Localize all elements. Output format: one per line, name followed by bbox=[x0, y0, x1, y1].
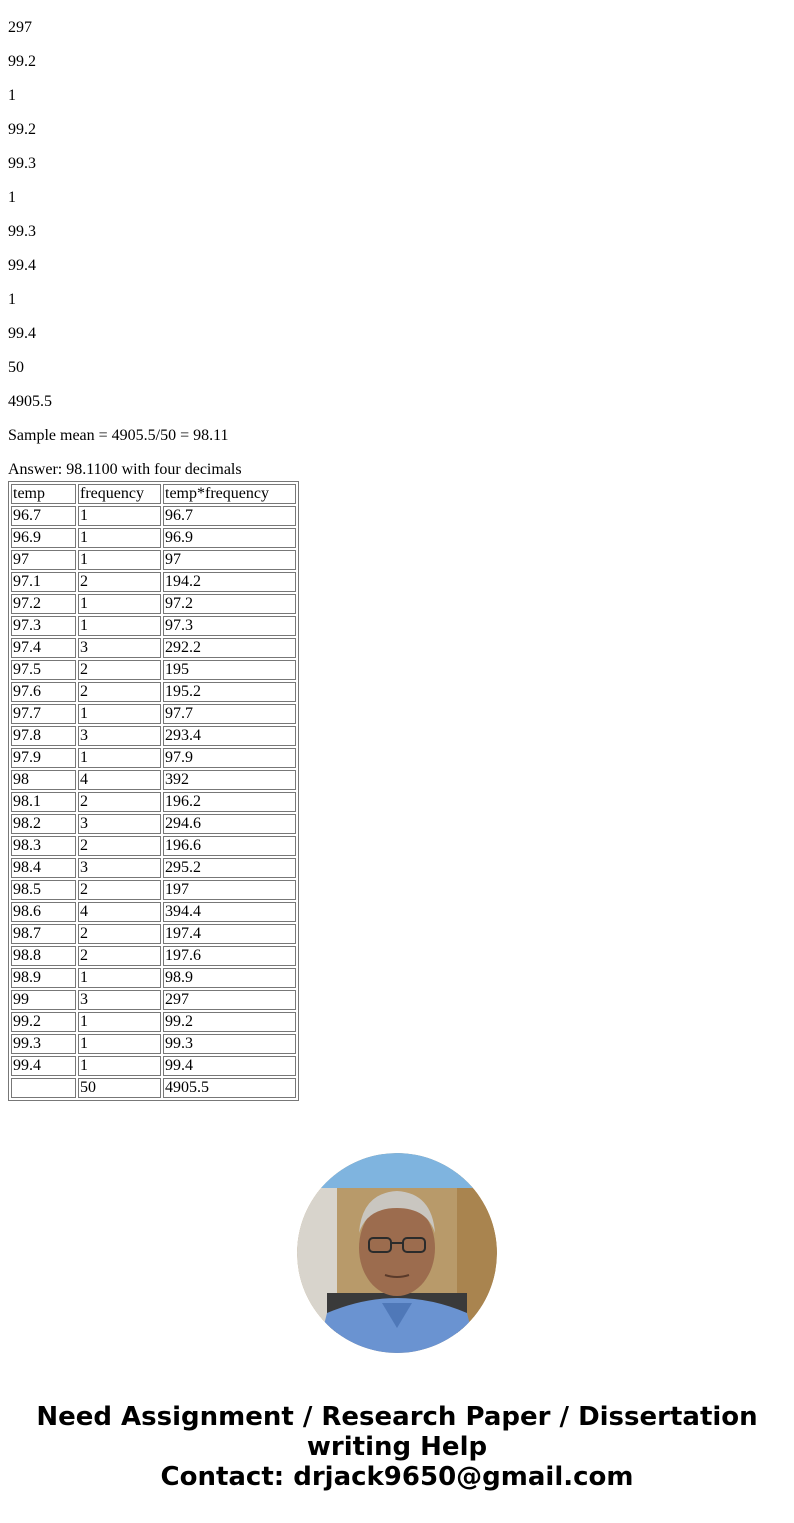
table-row bbox=[11, 528, 296, 548]
temp-frequency-cell: 98.9 bbox=[163, 968, 296, 988]
value-lines bbox=[8, 0, 786, 408]
frequency-cell: 3 bbox=[78, 638, 161, 658]
table-row bbox=[11, 946, 296, 966]
value-line: 1 bbox=[8, 189, 16, 206]
table-row bbox=[11, 572, 296, 592]
value-line: 4905.5 bbox=[8, 393, 52, 410]
temp-cell: 97.5 bbox=[11, 660, 76, 680]
table-row bbox=[11, 1078, 296, 1098]
table-row bbox=[11, 814, 296, 834]
author-photo bbox=[297, 1153, 497, 1353]
table-header-cell: temp bbox=[11, 484, 76, 504]
temp-cell: 97.6 bbox=[11, 682, 76, 702]
temp-cell: 99 bbox=[11, 990, 76, 1010]
table-row bbox=[11, 858, 296, 878]
frequency-cell: 3 bbox=[78, 726, 161, 746]
temp-frequency-cell: 197.4 bbox=[163, 924, 296, 944]
temp-frequency-cell: 197.6 bbox=[163, 946, 296, 966]
frequency-cell: 2 bbox=[78, 682, 161, 702]
temp-frequency-cell: 4905.5 bbox=[163, 1078, 296, 1098]
author-avatar bbox=[297, 1153, 497, 1353]
table-row bbox=[11, 660, 296, 680]
temp-cell: 98.2 bbox=[11, 814, 76, 834]
table-row bbox=[11, 770, 296, 790]
frequency-table bbox=[8, 481, 299, 1101]
temp-frequency-cell: 394.4 bbox=[163, 902, 296, 922]
temp-frequency-cell: 196.2 bbox=[163, 792, 296, 812]
temp-cell: 97.1 bbox=[11, 572, 76, 592]
temp-frequency-cell: 295.2 bbox=[163, 858, 296, 878]
temp-frequency-cell: 97.7 bbox=[163, 704, 296, 724]
value-line: 99.3 bbox=[8, 155, 36, 172]
temp-cell: 97.7 bbox=[11, 704, 76, 724]
temp-frequency-cell: 96.7 bbox=[163, 506, 296, 526]
value-line: 99.2 bbox=[8, 121, 36, 138]
frequency-cell: 4 bbox=[78, 770, 161, 790]
frequency-cell: 3 bbox=[78, 858, 161, 878]
table-header-row bbox=[11, 484, 296, 504]
frequency-cell: 2 bbox=[78, 660, 161, 680]
temp-cell: 98.1 bbox=[11, 792, 76, 812]
temp-frequency-cell: 194.2 bbox=[163, 572, 296, 592]
temp-frequency-cell: 297 bbox=[163, 990, 296, 1010]
frequency-cell: 1 bbox=[78, 704, 161, 724]
answer-text: Answer: 98.1100 with four decimals bbox=[8, 461, 242, 478]
temp-frequency-cell: 97 bbox=[163, 550, 296, 570]
temp-cell bbox=[11, 1078, 76, 1098]
temp-cell: 97.3 bbox=[11, 616, 76, 636]
temp-cell: 97.2 bbox=[11, 594, 76, 614]
frequency-cell: 4 bbox=[78, 902, 161, 922]
temp-cell: 97.8 bbox=[11, 726, 76, 746]
temp-cell: 98 bbox=[11, 770, 76, 790]
temp-frequency-cell: 294.6 bbox=[163, 814, 296, 834]
temp-cell: 98.4 bbox=[11, 858, 76, 878]
table-row bbox=[11, 616, 296, 636]
temp-frequency-cell: 97.9 bbox=[163, 748, 296, 768]
table-row bbox=[11, 726, 296, 746]
frequency-cell: 1 bbox=[78, 550, 161, 570]
frequency-cell: 1 bbox=[78, 748, 161, 768]
table-row bbox=[11, 1012, 296, 1032]
table-row bbox=[11, 792, 296, 812]
temp-cell: 97.9 bbox=[11, 748, 76, 768]
value-line: 99.4 bbox=[8, 325, 36, 342]
frequency-cell: 2 bbox=[78, 880, 161, 900]
table-row bbox=[11, 682, 296, 702]
temp-frequency-cell: 195.2 bbox=[163, 682, 296, 702]
temp-frequency-cell: 99.4 bbox=[163, 1056, 296, 1076]
value-line: 297 bbox=[8, 19, 32, 36]
table-row bbox=[11, 880, 296, 900]
frequency-cell: 1 bbox=[78, 1012, 161, 1032]
frequency-cell: 1 bbox=[78, 1056, 161, 1076]
table-header-cell: temp*frequency bbox=[163, 484, 296, 504]
temp-frequency-cell: 99.2 bbox=[163, 1012, 296, 1032]
temp-frequency-cell: 99.3 bbox=[163, 1034, 296, 1054]
frequency-cell: 1 bbox=[78, 594, 161, 614]
table-row bbox=[11, 924, 296, 944]
temp-frequency-cell: 292.2 bbox=[163, 638, 296, 658]
frequency-cell: 3 bbox=[78, 814, 161, 834]
temp-cell: 99.2 bbox=[11, 1012, 76, 1032]
frequency-cell: 2 bbox=[78, 946, 161, 966]
frequency-cell: 2 bbox=[78, 792, 161, 812]
table-row bbox=[11, 748, 296, 768]
temp-cell: 98.8 bbox=[11, 946, 76, 966]
frequency-cell: 1 bbox=[78, 616, 161, 636]
temp-frequency-cell: 293.4 bbox=[163, 726, 296, 746]
table-row bbox=[11, 506, 296, 526]
frequency-cell: 2 bbox=[78, 924, 161, 944]
temp-cell: 98.7 bbox=[11, 924, 76, 944]
table-row bbox=[11, 1056, 296, 1076]
temp-cell: 97.4 bbox=[11, 638, 76, 658]
promo-line-1: Need Assignment / Research Paper / Dissertation bbox=[36, 1402, 758, 1432]
value-line: 50 bbox=[8, 359, 24, 376]
temp-cell: 98.9 bbox=[11, 968, 76, 988]
temp-cell: 98.5 bbox=[11, 880, 76, 900]
temp-cell: 99.4 bbox=[11, 1056, 76, 1076]
promo-contact: Contact: drjack9650@gmail.com bbox=[160, 1462, 634, 1492]
temp-cell: 96.7 bbox=[11, 506, 76, 526]
frequency-cell: 3 bbox=[78, 990, 161, 1010]
value-line: 99.2 bbox=[8, 53, 36, 70]
sample-mean-text: Sample mean = 4905.5/50 = 98.11 bbox=[8, 427, 229, 444]
promo-banner bbox=[0, 1402, 794, 1492]
temp-cell: 99.3 bbox=[11, 1034, 76, 1054]
temp-frequency-cell: 96.9 bbox=[163, 528, 296, 548]
table-row bbox=[11, 836, 296, 856]
table-row bbox=[11, 990, 296, 1010]
value-line: 99.3 bbox=[8, 223, 36, 240]
table-row bbox=[11, 968, 296, 988]
temp-frequency-cell: 197 bbox=[163, 880, 296, 900]
table-row bbox=[11, 704, 296, 724]
table-row bbox=[11, 1034, 296, 1054]
temp-frequency-cell: 392 bbox=[163, 770, 296, 790]
temp-frequency-cell: 195 bbox=[163, 660, 296, 680]
temp-cell: 98.3 bbox=[11, 836, 76, 856]
frequency-cell: 1 bbox=[78, 1034, 161, 1054]
table-row bbox=[11, 550, 296, 570]
promo-line-2: writing Help bbox=[306, 1432, 488, 1462]
frequency-cell: 1 bbox=[78, 506, 161, 526]
table-row bbox=[11, 902, 296, 922]
table-row bbox=[11, 594, 296, 614]
frequency-cell: 2 bbox=[78, 572, 161, 592]
frequency-cell: 1 bbox=[78, 968, 161, 988]
temp-frequency-cell: 196.6 bbox=[163, 836, 296, 856]
temp-frequency-cell: 97.2 bbox=[163, 594, 296, 614]
frequency-cell: 1 bbox=[78, 528, 161, 548]
temp-cell: 97 bbox=[11, 550, 76, 570]
table-header-cell: frequency bbox=[78, 484, 161, 504]
temp-cell: 98.6 bbox=[11, 902, 76, 922]
value-line: 1 bbox=[8, 291, 16, 308]
temp-frequency-cell: 97.3 bbox=[163, 616, 296, 636]
frequency-cell: 2 bbox=[78, 836, 161, 856]
table-row bbox=[11, 638, 296, 658]
temp-cell: 96.9 bbox=[11, 528, 76, 548]
value-line: 1 bbox=[8, 87, 16, 104]
value-line: 99.4 bbox=[8, 257, 36, 274]
frequency-cell: 50 bbox=[78, 1078, 161, 1098]
